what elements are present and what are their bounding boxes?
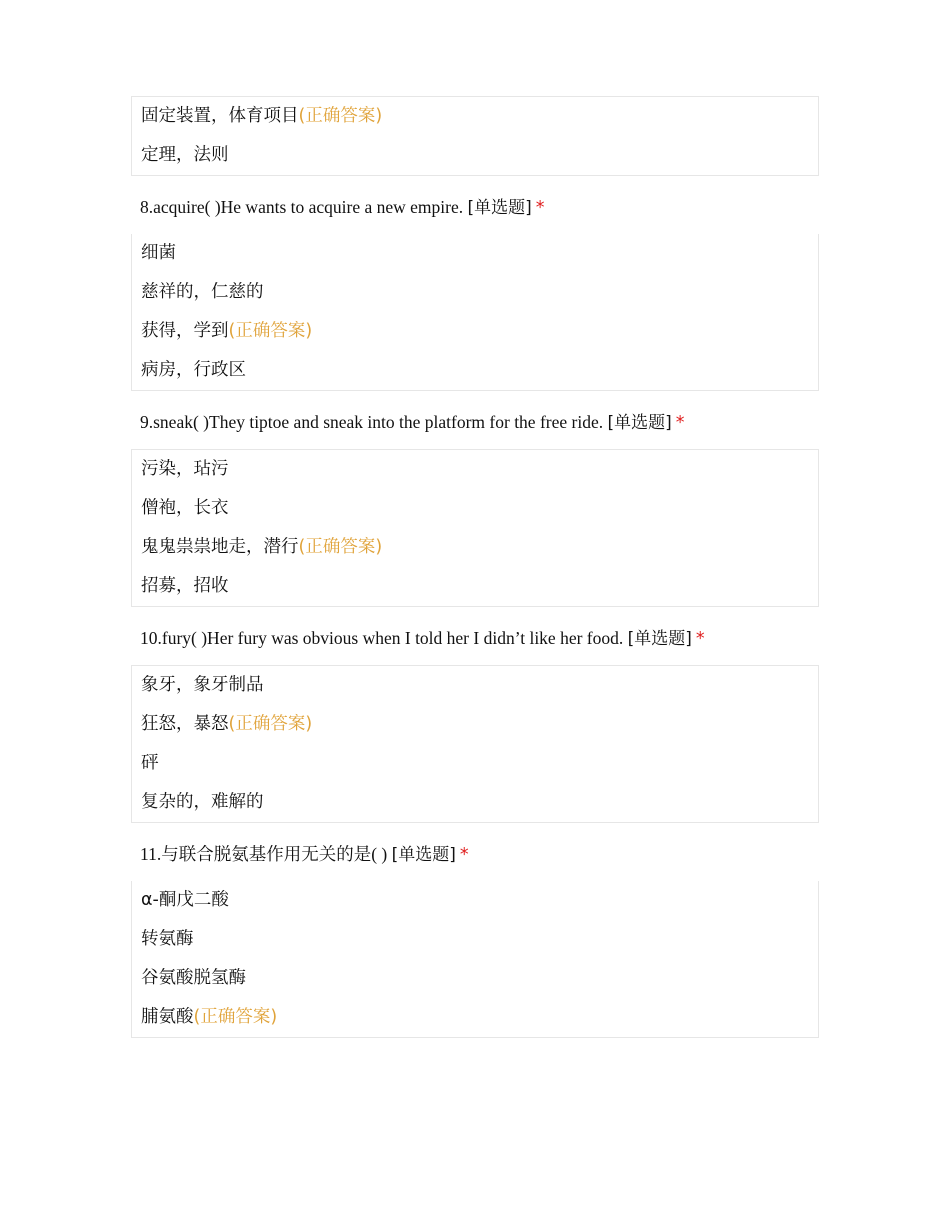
required-marker: * [675, 413, 685, 433]
q8-options [131, 234, 819, 391]
question-text: 10.fury( )Her fury was obvious when I told her I didn’t like her food. [140, 628, 624, 648]
q11-options [131, 881, 819, 1038]
option-item[interactable] [132, 920, 818, 959]
option-item[interactable] [132, 705, 818, 744]
question-type: [单选题] [467, 198, 532, 218]
q9-options [131, 449, 819, 607]
option-text: 谷氨酸脱氢酶 [141, 968, 246, 988]
option-text: 僧袍，长衣 [141, 498, 229, 518]
correct-answer-tag: (正确答案) [228, 321, 313, 341]
option-text: 象牙，象牙制品 [141, 675, 264, 695]
option-text: 污染，玷污 [141, 459, 229, 479]
option-text: 鬼鬼祟祟地走，潜行 [141, 537, 299, 557]
question-text: 8.acquire( )He wants to acquire a new empire. [140, 197, 464, 217]
option-text: 脯氨酸 [141, 1007, 194, 1027]
question-text: 9.sneak( )They tiptoe and sneak into the platform for the free ride. [140, 412, 604, 432]
option-item[interactable] [132, 312, 818, 351]
question-title [131, 607, 819, 665]
option-item[interactable] [132, 97, 818, 136]
correct-answer-tag: (正确答案) [298, 537, 383, 557]
option-item[interactable] [132, 351, 818, 390]
option-item[interactable] [132, 528, 818, 567]
question-type: [单选题] [607, 413, 672, 433]
option-text: 慈祥的，仁慈的 [141, 282, 264, 302]
required-marker: * [695, 629, 705, 649]
required-marker: * [535, 198, 545, 218]
option-text: 狂怒，暴怒 [141, 714, 229, 734]
correct-answer-tag: (正确答案) [228, 714, 313, 734]
question-title [131, 391, 819, 449]
option-text: 病房，行政区 [141, 360, 246, 380]
option-item[interactable] [132, 273, 818, 312]
option-text: 固定装置，体育项目 [141, 106, 299, 126]
survey-answer-sheet [131, 96, 819, 1038]
option-text: 复杂的，难解的 [141, 792, 264, 812]
question-text: 11.与联合脱氨基作用无关的是( ) [140, 844, 388, 864]
option-item[interactable] [132, 881, 818, 920]
question-title [131, 176, 819, 234]
option-item[interactable] [132, 489, 818, 528]
correct-answer-tag: (正确答案) [298, 106, 383, 126]
option-text: 转氨酶 [141, 929, 194, 949]
option-text: 细菌 [141, 243, 176, 263]
option-text: 定理，法则 [141, 145, 229, 165]
option-item[interactable] [132, 666, 818, 705]
option-text: 获得，学到 [141, 321, 229, 341]
q10-options [131, 665, 819, 823]
option-text: 招募，招收 [141, 576, 229, 596]
option-item[interactable] [132, 783, 818, 822]
correct-answer-tag: (正确答案) [193, 1007, 278, 1027]
option-item[interactable] [132, 567, 818, 606]
option-item[interactable] [132, 450, 818, 489]
option-item[interactable] [132, 234, 818, 273]
required-marker: * [459, 845, 469, 865]
option-item[interactable] [132, 136, 818, 175]
option-item[interactable] [132, 998, 818, 1037]
option-item[interactable] [132, 744, 818, 783]
question-title [131, 823, 819, 881]
option-text: 砰 [141, 753, 159, 773]
option-item[interactable] [132, 959, 818, 998]
question-type: [单选题] [391, 845, 456, 865]
option-text: α-酮戊二酸 [141, 890, 229, 910]
question-type: [单选题] [627, 629, 692, 649]
q7-options [131, 96, 819, 176]
